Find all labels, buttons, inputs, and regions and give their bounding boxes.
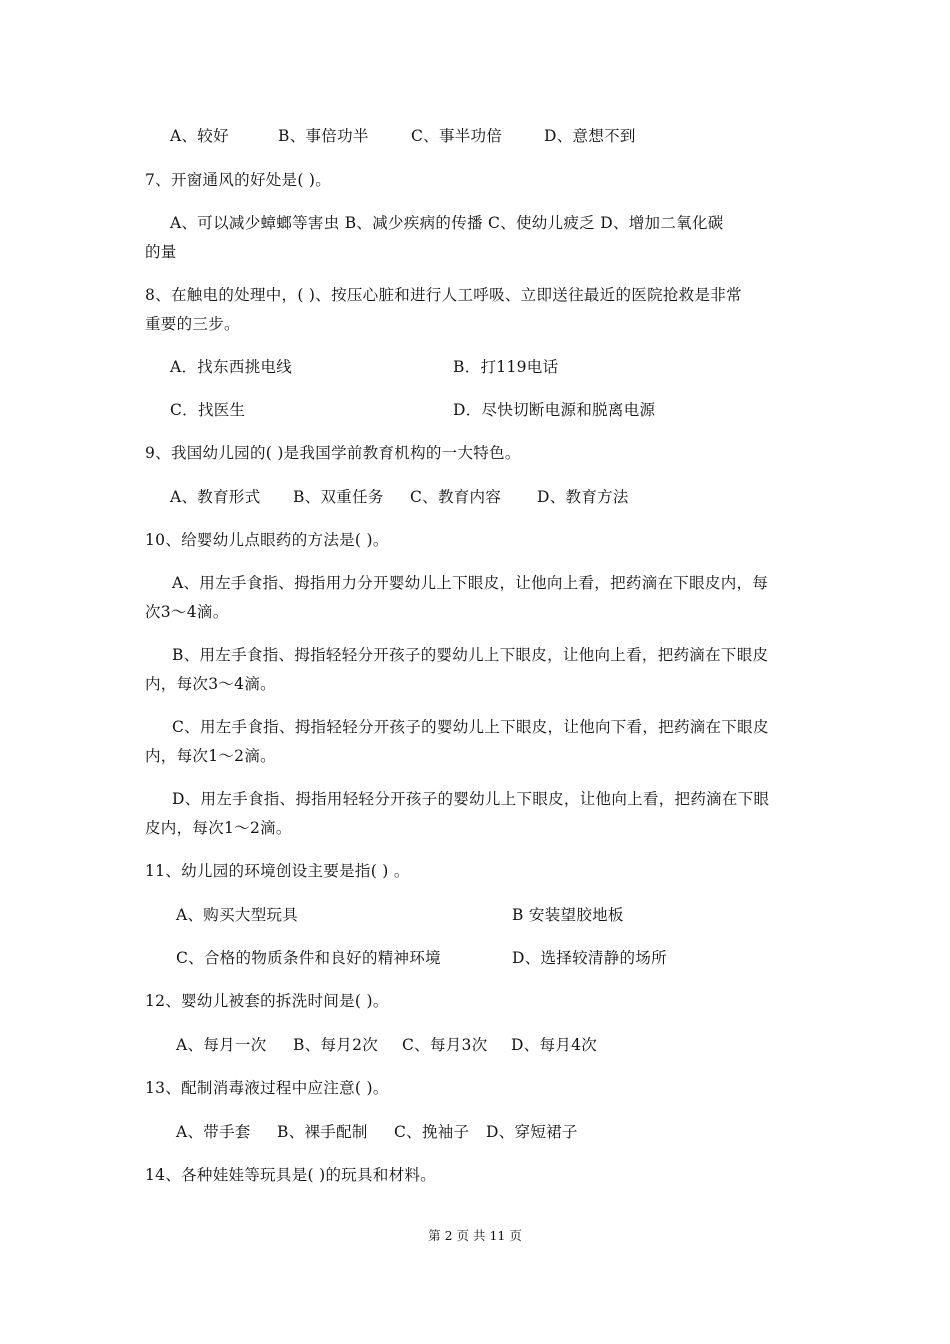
q8-option-b: B．打119电话 [453,358,559,376]
q14-question: 14、各种娃娃等玩具是( )的玩具和材料。 [145,1166,437,1184]
q9-option-b: B、双重任务 [293,488,384,506]
q10-option-b-line2: 内，每次3～4滴。 [145,675,276,693]
q12-option-c: C、每月3次 [402,1036,488,1054]
q10-option-c-line1: C、用左手食指、拇指轻轻分开孩子的婴幼儿上下眼皮，让他向下看，把药滴在下眼皮 [172,718,769,736]
q13-question: 13、配制消毒液过程中应注意( )。 [145,1079,389,1097]
q12-option-d: D、每月4次 [511,1036,598,1054]
page-number-footer: 第 2 页 共 11 页 [428,1228,522,1243]
q8-option-d: D．尽快切断电源和脱离电源 [453,401,656,419]
q13-option-c: C、挽袖子 [394,1123,470,1141]
q7-options-line1: A、可以减少蟑螂等害虫 B、减少疾病的传播 C、使幼儿疲乏 D、增加二氧化碳 [170,214,724,232]
q11-option-c: C、合格的物质条件和良好的精神环境 [176,949,441,967]
q11-question: 11、幼儿园的环境创设主要是指( ) 。 [145,862,410,880]
q8-option-c: C．找医生 [170,401,246,419]
q11-option-b: B 安装望胶地板 [512,906,624,924]
q13-option-d: D、穿短裙子 [486,1123,578,1141]
q13-option-a: A、带手套 [176,1123,251,1141]
q9-question: 9、我国幼儿园的( )是我国学前教育机构的一大特色。 [145,444,521,462]
q6-option-a: A、较好 [170,127,229,145]
q9-option-d: D、教育方法 [537,488,629,506]
q11-option-a: A、购买大型玩具 [176,906,299,924]
q10-option-a-line1: A、用左手食指、拇指用力分开婴幼儿上下眼皮，让他向上看，把药滴在下眼皮内，每 [172,574,769,592]
q8-question-line1: 8、在触电的处理中，( )、按压心脏和进行人工呼吸、立即送往最近的医院抢救是非常 [145,286,742,304]
q10-option-a-line2: 次3～4滴。 [145,603,229,621]
q11-option-d: D、选择较清静的场所 [512,949,667,967]
q12-option-a: A、每月一次 [176,1036,267,1054]
q12-question: 12、婴幼儿被套的拆洗时间是( )。 [145,992,389,1010]
q13-option-b: B、裸手配制 [277,1123,368,1141]
q6-option-b: B、事倍功半 [278,127,369,145]
q6-option-d: D、意想不到 [544,127,636,145]
q10-question: 10、给婴幼儿点眼药的方法是( )。 [145,531,389,549]
q7-options-line2: 的量 [145,243,177,261]
q12-option-b: B、每月2次 [293,1036,379,1054]
q10-option-b-line1: B、用左手食指、拇指轻轻分开孩子的婴幼儿上下眼皮，让他向上看，把药滴在下眼皮 [172,646,769,664]
q6-option-c: C、事半功倍 [411,127,503,145]
q9-option-a: A、教育形式 [170,488,261,506]
q10-option-c-line2: 内，每次1～2滴。 [145,747,276,765]
q8-option-a: A．找东西挑电线 [170,358,293,376]
q10-option-d-line2: 皮内，每次1～2滴。 [145,819,292,837]
q9-option-c: C、教育内容 [410,488,502,506]
q7-question: 7、开窗通风的好处是( )。 [145,171,332,189]
q8-question-line2: 重要的三步。 [145,315,240,333]
q10-option-d-line1: D、用左手食指、拇指用轻轻分开孩子的婴幼儿上下眼皮，让他向上看，把药滴在下眼 [172,790,770,808]
